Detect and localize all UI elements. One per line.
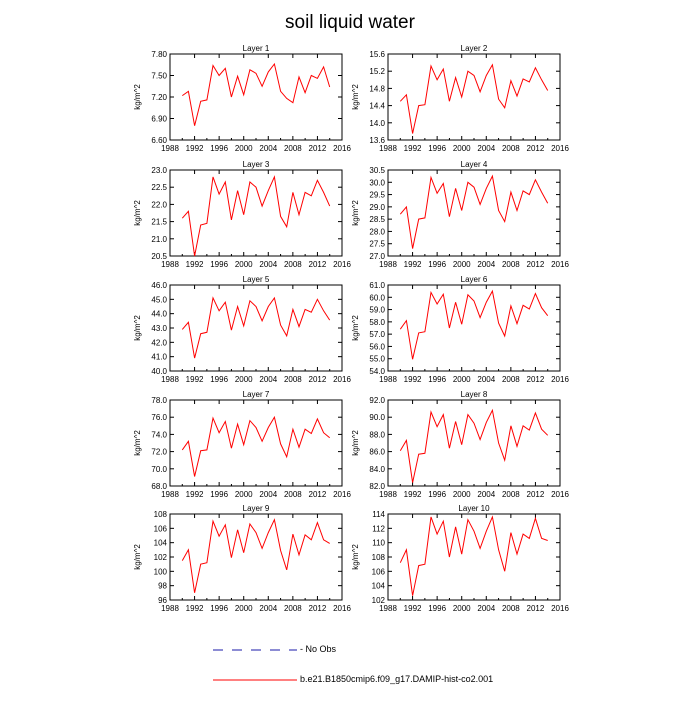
chart-panel-layer-7: [133, 390, 351, 499]
x-tick-label: 1992: [185, 144, 204, 153]
y-tick-label: 41.0: [151, 352, 167, 362]
y-tick-label: 21.0: [151, 234, 167, 244]
x-tick-label: 2012: [308, 375, 327, 384]
x-tick-label: 1996: [428, 604, 447, 613]
series-line: [400, 176, 547, 249]
y-tick-label: 84.0: [369, 464, 385, 474]
x-tick-label: 2008: [501, 490, 520, 499]
y-tick-label: 104: [153, 538, 167, 548]
series-line: [400, 65, 547, 134]
x-tick-label: 1996: [210, 604, 229, 613]
panel-grid: [133, 44, 569, 613]
figure-title: soil liquid water: [285, 12, 415, 33]
y-tick-label: 60.0: [369, 293, 385, 303]
y-tick-label: 102: [153, 553, 167, 562]
x-tick-label: 2008: [501, 375, 520, 384]
y-tick-label: 106: [153, 524, 167, 534]
chart-panel-layer-8: [351, 390, 569, 499]
x-tick-label: 2016: [551, 375, 569, 384]
y-tick-label: 82.0: [369, 482, 385, 491]
x-tick-label: 2012: [526, 604, 545, 613]
plot-frame: [170, 54, 342, 140]
series-line: [400, 291, 547, 359]
y-axis-label: kg/m^2: [351, 430, 360, 456]
x-tick-label: 1992: [185, 260, 204, 269]
y-tick-label: 30.5: [369, 166, 385, 175]
x-tick-label: 2004: [477, 375, 496, 384]
x-tick-label: 1992: [403, 260, 422, 269]
y-tick-label: 14.8: [369, 84, 385, 94]
legend-label-model: b.e21.B1850cmip6.f09_g17.DAMIP-hist-co2.001: [300, 674, 494, 684]
chart-panel-layer-3: [133, 160, 351, 269]
y-tick-label: 28.5: [369, 215, 385, 225]
panel-title: Layer 4: [460, 160, 488, 169]
x-tick-label: 1992: [403, 375, 422, 384]
y-tick-label: 27.5: [369, 239, 385, 249]
x-tick-label: 1992: [185, 490, 204, 499]
series-line: [182, 298, 329, 358]
legend: [213, 650, 297, 680]
x-tick-label: 2004: [477, 260, 496, 269]
y-tick-label: 42.0: [151, 338, 167, 348]
y-tick-label: 6.60: [151, 136, 167, 145]
y-tick-label: 14.4: [369, 101, 385, 111]
y-tick-label: 56.0: [369, 342, 385, 352]
x-tick-label: 1988: [379, 144, 397, 153]
x-tick-label: 2008: [283, 375, 302, 384]
panel-title: Layer 5: [242, 275, 270, 284]
panel-title: Layer 1: [242, 44, 270, 53]
x-tick-label: 1992: [403, 604, 422, 613]
series-line: [400, 517, 547, 596]
x-tick-label: 1988: [379, 260, 397, 269]
y-tick-label: 58.0: [369, 317, 385, 327]
y-tick-label: 54.0: [369, 367, 385, 376]
y-tick-label: 100: [153, 567, 167, 577]
y-tick-label: 22.5: [151, 183, 167, 193]
x-tick-label: 2000: [452, 604, 471, 613]
y-tick-label: 46.0: [151, 281, 167, 290]
y-tick-label: 114: [372, 510, 385, 519]
x-tick-label: 1988: [161, 375, 179, 384]
series-line: [400, 410, 547, 482]
y-tick-label: 92.0: [369, 396, 385, 405]
x-tick-label: 1988: [161, 260, 179, 269]
x-tick-label: 2016: [551, 604, 569, 613]
x-tick-label: 2012: [308, 260, 327, 269]
y-axis-label: kg/m^2: [133, 430, 142, 456]
x-tick-label: 2012: [308, 490, 327, 499]
y-tick-label: 68.0: [151, 482, 167, 491]
legend-label-no-obs: - No Obs: [300, 644, 337, 654]
y-axis-label: kg/m^2: [351, 84, 360, 110]
panel-title: Layer 7: [242, 390, 270, 399]
panel-title: Layer 8: [460, 390, 488, 399]
x-tick-label: 1988: [161, 490, 179, 499]
y-tick-label: 45.0: [151, 295, 167, 305]
y-tick-label: 29.5: [369, 190, 385, 200]
y-tick-label: 7.20: [151, 93, 167, 102]
y-axis-label: kg/m^2: [351, 200, 360, 226]
x-tick-label: 1992: [185, 604, 204, 613]
y-tick-label: 102: [371, 596, 385, 605]
y-tick-label: 57.0: [369, 330, 385, 340]
x-tick-label: 2016: [551, 490, 569, 499]
y-tick-label: 15.2: [369, 67, 385, 77]
x-tick-label: 2016: [333, 144, 351, 153]
chart-panel-layer-10: [351, 504, 569, 613]
x-tick-label: 1988: [379, 375, 397, 384]
x-tick-label: 2000: [234, 490, 253, 499]
x-tick-label: 2004: [259, 375, 278, 384]
x-tick-label: 1992: [403, 490, 422, 499]
y-tick-label: 106: [371, 567, 385, 577]
x-tick-label: 2000: [234, 604, 253, 613]
x-tick-label: 2004: [477, 604, 496, 613]
y-tick-label: 6.90: [151, 114, 167, 124]
y-axis-label: kg/m^2: [351, 315, 360, 341]
y-tick-label: 27.0: [369, 252, 385, 261]
x-tick-label: 1996: [210, 490, 229, 499]
panel-title: Layer 3: [242, 160, 270, 169]
x-tick-label: 2012: [526, 375, 545, 384]
x-tick-label: 1992: [185, 375, 204, 384]
y-tick-label: 30.0: [369, 178, 385, 188]
y-tick-label: 13.6: [369, 136, 385, 145]
y-tick-label: 44.0: [151, 309, 167, 319]
x-tick-label: 2008: [283, 604, 302, 613]
x-tick-label: 2004: [477, 144, 496, 153]
x-tick-label: 2000: [234, 144, 253, 153]
x-tick-label: 2000: [452, 375, 471, 384]
x-tick-label: 1996: [428, 375, 447, 384]
series-line: [182, 520, 329, 593]
y-axis-label: kg/m^2: [133, 315, 142, 341]
series-line: [182, 417, 329, 476]
y-tick-label: 112: [372, 524, 385, 534]
x-tick-label: 2000: [234, 260, 253, 269]
x-tick-label: 2004: [259, 144, 278, 153]
y-tick-label: 70.0: [151, 464, 167, 474]
y-tick-label: 55.0: [369, 354, 385, 364]
x-tick-label: 1996: [428, 144, 447, 153]
y-tick-label: 104: [371, 581, 385, 591]
y-tick-label: 108: [153, 510, 167, 519]
x-tick-label: 2016: [333, 490, 351, 499]
y-tick-label: 28.0: [369, 227, 385, 237]
y-tick-label: 90.0: [369, 413, 385, 423]
y-tick-label: 110: [372, 538, 385, 548]
y-tick-label: 72.0: [151, 447, 167, 457]
y-tick-label: 43.0: [151, 324, 167, 333]
x-tick-label: 2004: [259, 260, 278, 269]
x-tick-label: 2016: [333, 604, 351, 613]
x-tick-label: 1996: [428, 260, 447, 269]
x-tick-label: 2008: [501, 260, 520, 269]
x-tick-label: 2012: [526, 144, 545, 153]
x-tick-label: 1996: [428, 490, 447, 499]
x-tick-label: 2008: [283, 490, 302, 499]
x-tick-label: 2008: [283, 260, 302, 269]
y-tick-label: 23.0: [151, 166, 167, 175]
x-tick-label: 2016: [551, 260, 569, 269]
x-tick-label: 2008: [501, 604, 520, 613]
y-tick-label: 78.0: [151, 396, 167, 405]
plot-frame: [388, 400, 560, 486]
x-tick-label: 2000: [452, 260, 471, 269]
y-tick-label: 7.80: [151, 50, 167, 59]
y-tick-label: 7.50: [151, 71, 167, 81]
y-tick-label: 59.0: [369, 305, 385, 315]
x-tick-label: 2012: [526, 260, 545, 269]
x-tick-label: 1996: [210, 144, 229, 153]
x-tick-label: 2016: [551, 144, 569, 153]
chart-panel-layer-6: [351, 275, 569, 384]
series-line: [182, 177, 329, 256]
y-tick-label: 29.0: [369, 202, 385, 212]
x-tick-label: 2004: [477, 490, 496, 499]
x-tick-label: 2000: [234, 375, 253, 384]
y-tick-label: 74.0: [151, 430, 167, 440]
y-axis-label: kg/m^2: [133, 544, 142, 570]
y-axis-label: kg/m^2: [351, 544, 360, 570]
y-axis-label: kg/m^2: [133, 84, 142, 110]
x-tick-label: 1988: [161, 604, 179, 613]
plot-frame: [170, 285, 342, 371]
x-tick-label: 1988: [161, 144, 179, 153]
y-tick-label: 88.0: [369, 430, 385, 440]
x-tick-label: 2016: [333, 375, 351, 384]
y-tick-label: 98: [158, 581, 167, 591]
x-tick-label: 2000: [452, 490, 471, 499]
y-tick-label: 21.5: [151, 217, 167, 227]
chart-panel-layer-4: [351, 160, 569, 269]
y-tick-label: 61.0: [369, 281, 385, 290]
y-tick-label: 86.0: [369, 447, 385, 457]
x-tick-label: 1988: [379, 604, 397, 613]
x-tick-label: 2012: [526, 490, 545, 499]
y-tick-label: 76.0: [151, 413, 167, 423]
chart-panel-layer-9: [133, 504, 351, 613]
y-axis-label: kg/m^2: [133, 200, 142, 226]
x-tick-label: 2004: [259, 490, 278, 499]
x-tick-label: 2012: [308, 144, 327, 153]
y-tick-label: 108: [371, 553, 385, 562]
plot-frame: [388, 514, 560, 600]
chart-panel-layer-2: [351, 44, 569, 153]
y-tick-label: 14.0: [369, 118, 385, 128]
y-tick-label: 22.0: [151, 200, 167, 210]
panel-title: Layer 9: [242, 504, 270, 513]
chart-panel-layer-5: [133, 275, 351, 384]
y-tick-label: 40.0: [151, 367, 167, 376]
x-tick-label: 2016: [333, 260, 351, 269]
x-tick-label: 2004: [259, 604, 278, 613]
series-line: [182, 64, 329, 126]
panel-title: Layer 10: [458, 504, 490, 513]
x-tick-label: 2012: [308, 604, 327, 613]
chart-panel-layer-1: [133, 44, 351, 153]
y-tick-label: 15.6: [369, 50, 385, 59]
x-tick-label: 1988: [379, 490, 397, 499]
x-tick-label: 1996: [210, 260, 229, 269]
panel-title: Layer 6: [460, 275, 488, 284]
y-tick-label: 20.5: [151, 252, 167, 261]
panel-title: Layer 2: [460, 44, 488, 53]
x-tick-label: 1992: [403, 144, 422, 153]
x-tick-label: 2008: [283, 144, 302, 153]
y-tick-label: 96: [158, 596, 167, 605]
x-tick-label: 2008: [501, 144, 520, 153]
x-tick-label: 2000: [452, 144, 471, 153]
x-tick-label: 1996: [210, 375, 229, 384]
